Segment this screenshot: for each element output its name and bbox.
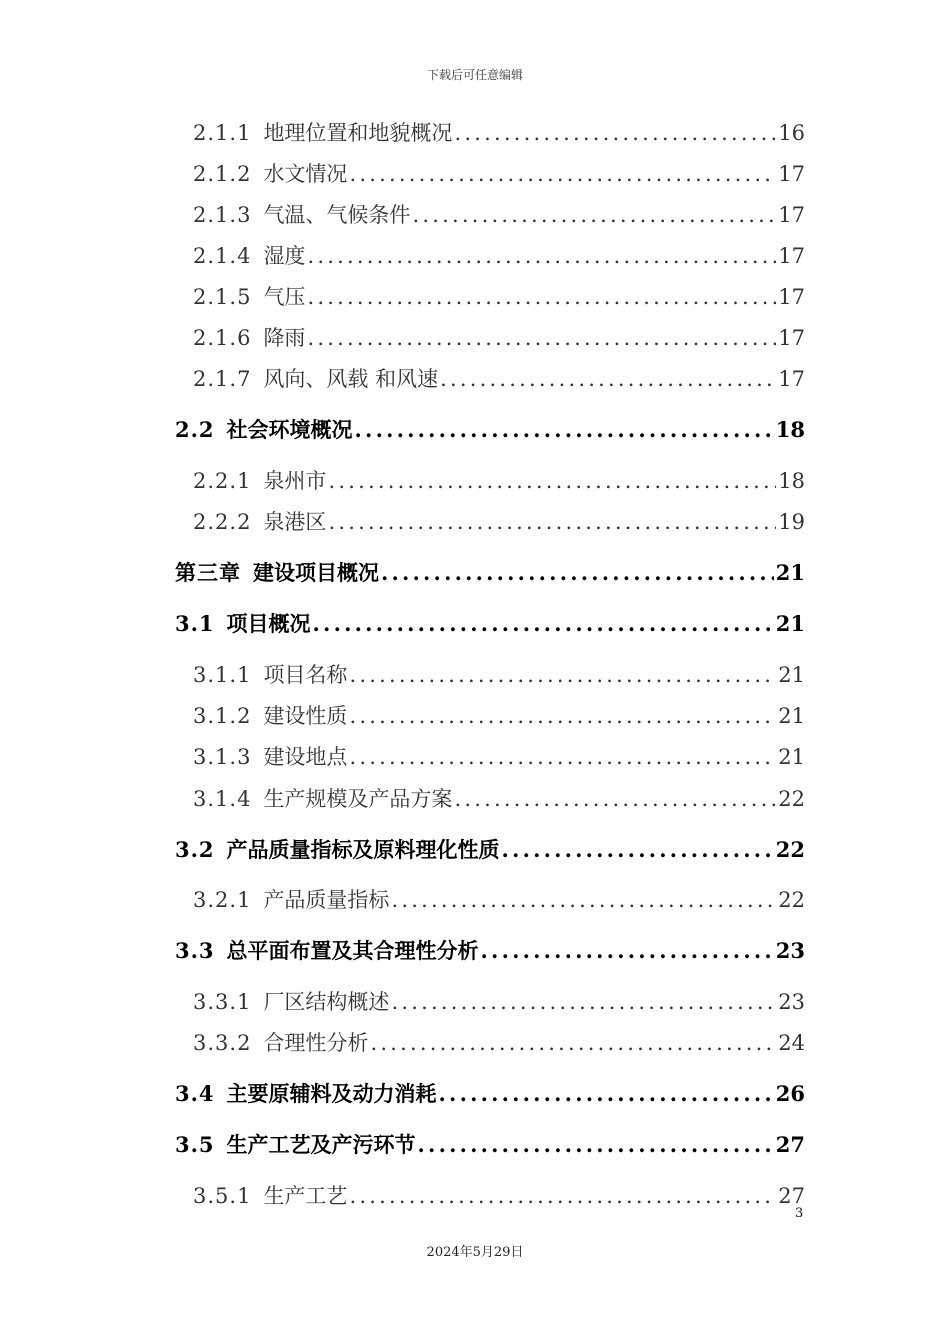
toc-leader-dots [313, 611, 774, 636]
toc-leader-dots [412, 203, 776, 227]
toc-leader-dots [454, 787, 776, 811]
toc-entry[interactable] [193, 659, 805, 689]
toc-entry-number: 3.3 [175, 938, 215, 963]
toc-entry-title: 地理位置和地貌概况 [263, 121, 453, 145]
toc-entry-page: 27 [778, 1184, 805, 1208]
page-number: 3 [795, 1206, 804, 1221]
toc-entry-number: 2.1.4 [193, 244, 252, 268]
toc-leader-dots [328, 469, 776, 493]
toc-entry-number: 3.1 [175, 611, 215, 636]
toc-entry-number: 3.1.4 [193, 787, 252, 811]
toc-leader-dots [440, 367, 776, 391]
toc-entry[interactable] [193, 741, 805, 771]
toc-entry[interactable] [193, 240, 805, 270]
toc-entry-number: 2.2.2 [193, 510, 252, 534]
toc-entry-number: 2.2 [175, 417, 215, 442]
toc-entry-title: 厂区结构概述 [263, 990, 390, 1014]
toc-entry[interactable] [175, 1129, 805, 1159]
toc-entry-title: 产品质量指标 [263, 888, 390, 912]
toc-entry-page: 22 [778, 787, 805, 811]
toc-entry-number: 2.2.1 [193, 469, 252, 493]
toc-entry-title: 生产规模及产品方案 [263, 787, 453, 811]
toc-entry-number: 2.1.6 [193, 326, 252, 350]
toc-entry-number: 3.1.1 [193, 663, 252, 687]
toc-entry[interactable] [193, 700, 805, 730]
toc-leader-dots [328, 510, 776, 534]
toc-entry-page: 21 [775, 560, 805, 585]
toc-leader-dots [391, 888, 776, 912]
toc-entry-page: 16 [778, 121, 805, 145]
toc-entry[interactable] [193, 506, 805, 536]
toc-entry-number: 3.1.2 [193, 704, 252, 728]
toc-entry-title: 建设性质 [263, 704, 348, 728]
toc-entry-number: 3.5 [175, 1132, 215, 1157]
toc-entry-title: 湿度 [263, 244, 306, 268]
toc-entry[interactable] [193, 117, 805, 147]
toc-entry-page: 23 [778, 990, 805, 1014]
toc-leader-dots [391, 990, 776, 1014]
toc-entry[interactable] [193, 884, 805, 914]
toc-entry-page: 18 [778, 469, 805, 493]
toc-entry-title: 气温、气候条件 [263, 203, 411, 227]
toc-leader-dots [381, 560, 774, 585]
toc-entry[interactable] [193, 281, 805, 311]
toc-entry-title: 泉州市 [263, 469, 327, 493]
toc-entry-page: 24 [778, 1031, 805, 1055]
toc-entry-title: 社会环境概况 [226, 417, 353, 442]
toc-entry[interactable] [193, 322, 805, 352]
toc-entry-title: 风向、风载 和风速 [263, 367, 439, 391]
toc-entry-title: 项目概况 [226, 611, 311, 636]
toc-leader-dots [349, 745, 776, 769]
toc-entry-title: 总平面布置及其合理性分析 [226, 938, 479, 963]
toc-entry-page: 21 [778, 704, 805, 728]
toc-entry-page: 17 [778, 367, 805, 391]
toc-leader-dots [349, 1184, 776, 1208]
toc-entry-title: 建设地点 [263, 745, 348, 769]
toc-entry-chapter[interactable] [175, 557, 805, 587]
toc-entry-page: 17 [778, 203, 805, 227]
toc-entry[interactable] [193, 199, 805, 229]
toc-entry-number: 3.2.1 [193, 888, 252, 912]
toc-entry[interactable] [193, 783, 805, 813]
toc-entry-page: 17 [778, 326, 805, 350]
toc-entry-page: 21 [778, 745, 805, 769]
toc-entry-title: 主要原辅料及动力消耗 [226, 1081, 437, 1106]
page-header: 下载后可任意编辑 [426, 68, 523, 82]
toc-entry-page: 23 [775, 938, 805, 963]
toc-entry-number: 2.1.2 [193, 162, 252, 186]
toc-entry-number: 3.3.1 [193, 990, 252, 1014]
toc-leader-dots [370, 1031, 776, 1055]
toc-entry-page: 19 [778, 510, 805, 534]
toc-entry[interactable] [175, 608, 805, 638]
toc-entry-page: 17 [778, 285, 805, 309]
toc-entry[interactable] [193, 363, 805, 393]
toc-entry-page: 26 [775, 1081, 805, 1106]
toc-entry-number: 2.1.1 [193, 121, 252, 145]
toc-entry-page: 21 [775, 611, 805, 636]
toc-entry-title: 泉港区 [263, 510, 327, 534]
toc-entry[interactable] [175, 1078, 805, 1108]
toc-leader-dots [307, 326, 776, 350]
toc-entry-title: 产品质量指标及原料理化性质 [226, 837, 500, 862]
toc-entry-page: 17 [778, 162, 805, 186]
toc-entry-title: 项目名称 [263, 663, 348, 687]
toc-entry[interactable] [193, 986, 805, 1016]
toc-entry[interactable] [175, 834, 805, 864]
toc-leader-dots [481, 938, 774, 963]
toc-entry-number: 3.4 [175, 1081, 215, 1106]
toc-entry-title: 降雨 [263, 326, 306, 350]
toc-entry-title: 生产工艺及产污环节 [226, 1132, 416, 1157]
toc-entry-title: 合理性分析 [263, 1031, 369, 1055]
toc-entry[interactable] [193, 465, 805, 495]
toc-entry-page: 21 [778, 663, 805, 687]
toc-entry[interactable] [175, 935, 805, 965]
toc-entry-title: 生产工艺 [263, 1184, 348, 1208]
toc-leader-dots [454, 121, 776, 145]
toc-entry[interactable] [193, 158, 805, 188]
toc-entry-number: 2.1.7 [193, 367, 252, 391]
toc-entry-number: 2.1.5 [193, 285, 252, 309]
toc-entry-number: 3.5.1 [193, 1184, 252, 1208]
toc-entry[interactable] [193, 1180, 805, 1210]
toc-entry-number: 3.2 [175, 837, 215, 862]
toc-leader-dots [355, 417, 774, 442]
toc-entry-number: 2.1.3 [193, 203, 252, 227]
toc-entry-number: 3.1.3 [193, 745, 252, 769]
toc-entry[interactable] [175, 414, 805, 444]
toc-entry-page: 22 [778, 888, 805, 912]
toc-entry-title: 建设项目概况 [253, 560, 379, 585]
page-footer-date: 2024年5月29日 [426, 1245, 524, 1260]
toc-leader-dots [307, 285, 776, 309]
toc-leader-dots [349, 663, 776, 687]
toc-entry-number: 第三章 [175, 560, 241, 585]
toc-entry-page: 22 [775, 837, 805, 862]
toc-leader-dots [307, 244, 776, 268]
toc-leader-dots [349, 704, 776, 728]
toc-entry-page: 18 [775, 417, 805, 442]
toc-leader-dots [439, 1081, 774, 1106]
toc-entry-title: 气压 [263, 285, 306, 309]
toc-leader-dots [502, 837, 774, 862]
toc-entry-page: 17 [778, 244, 805, 268]
toc-leader-dots [349, 162, 776, 186]
toc-entry-number: 3.3.2 [193, 1031, 252, 1055]
toc-entry-page: 27 [775, 1132, 805, 1157]
toc-leader-dots [418, 1132, 774, 1157]
toc-entry-title: 水文情况 [263, 162, 348, 186]
toc-entry[interactable] [193, 1027, 805, 1057]
